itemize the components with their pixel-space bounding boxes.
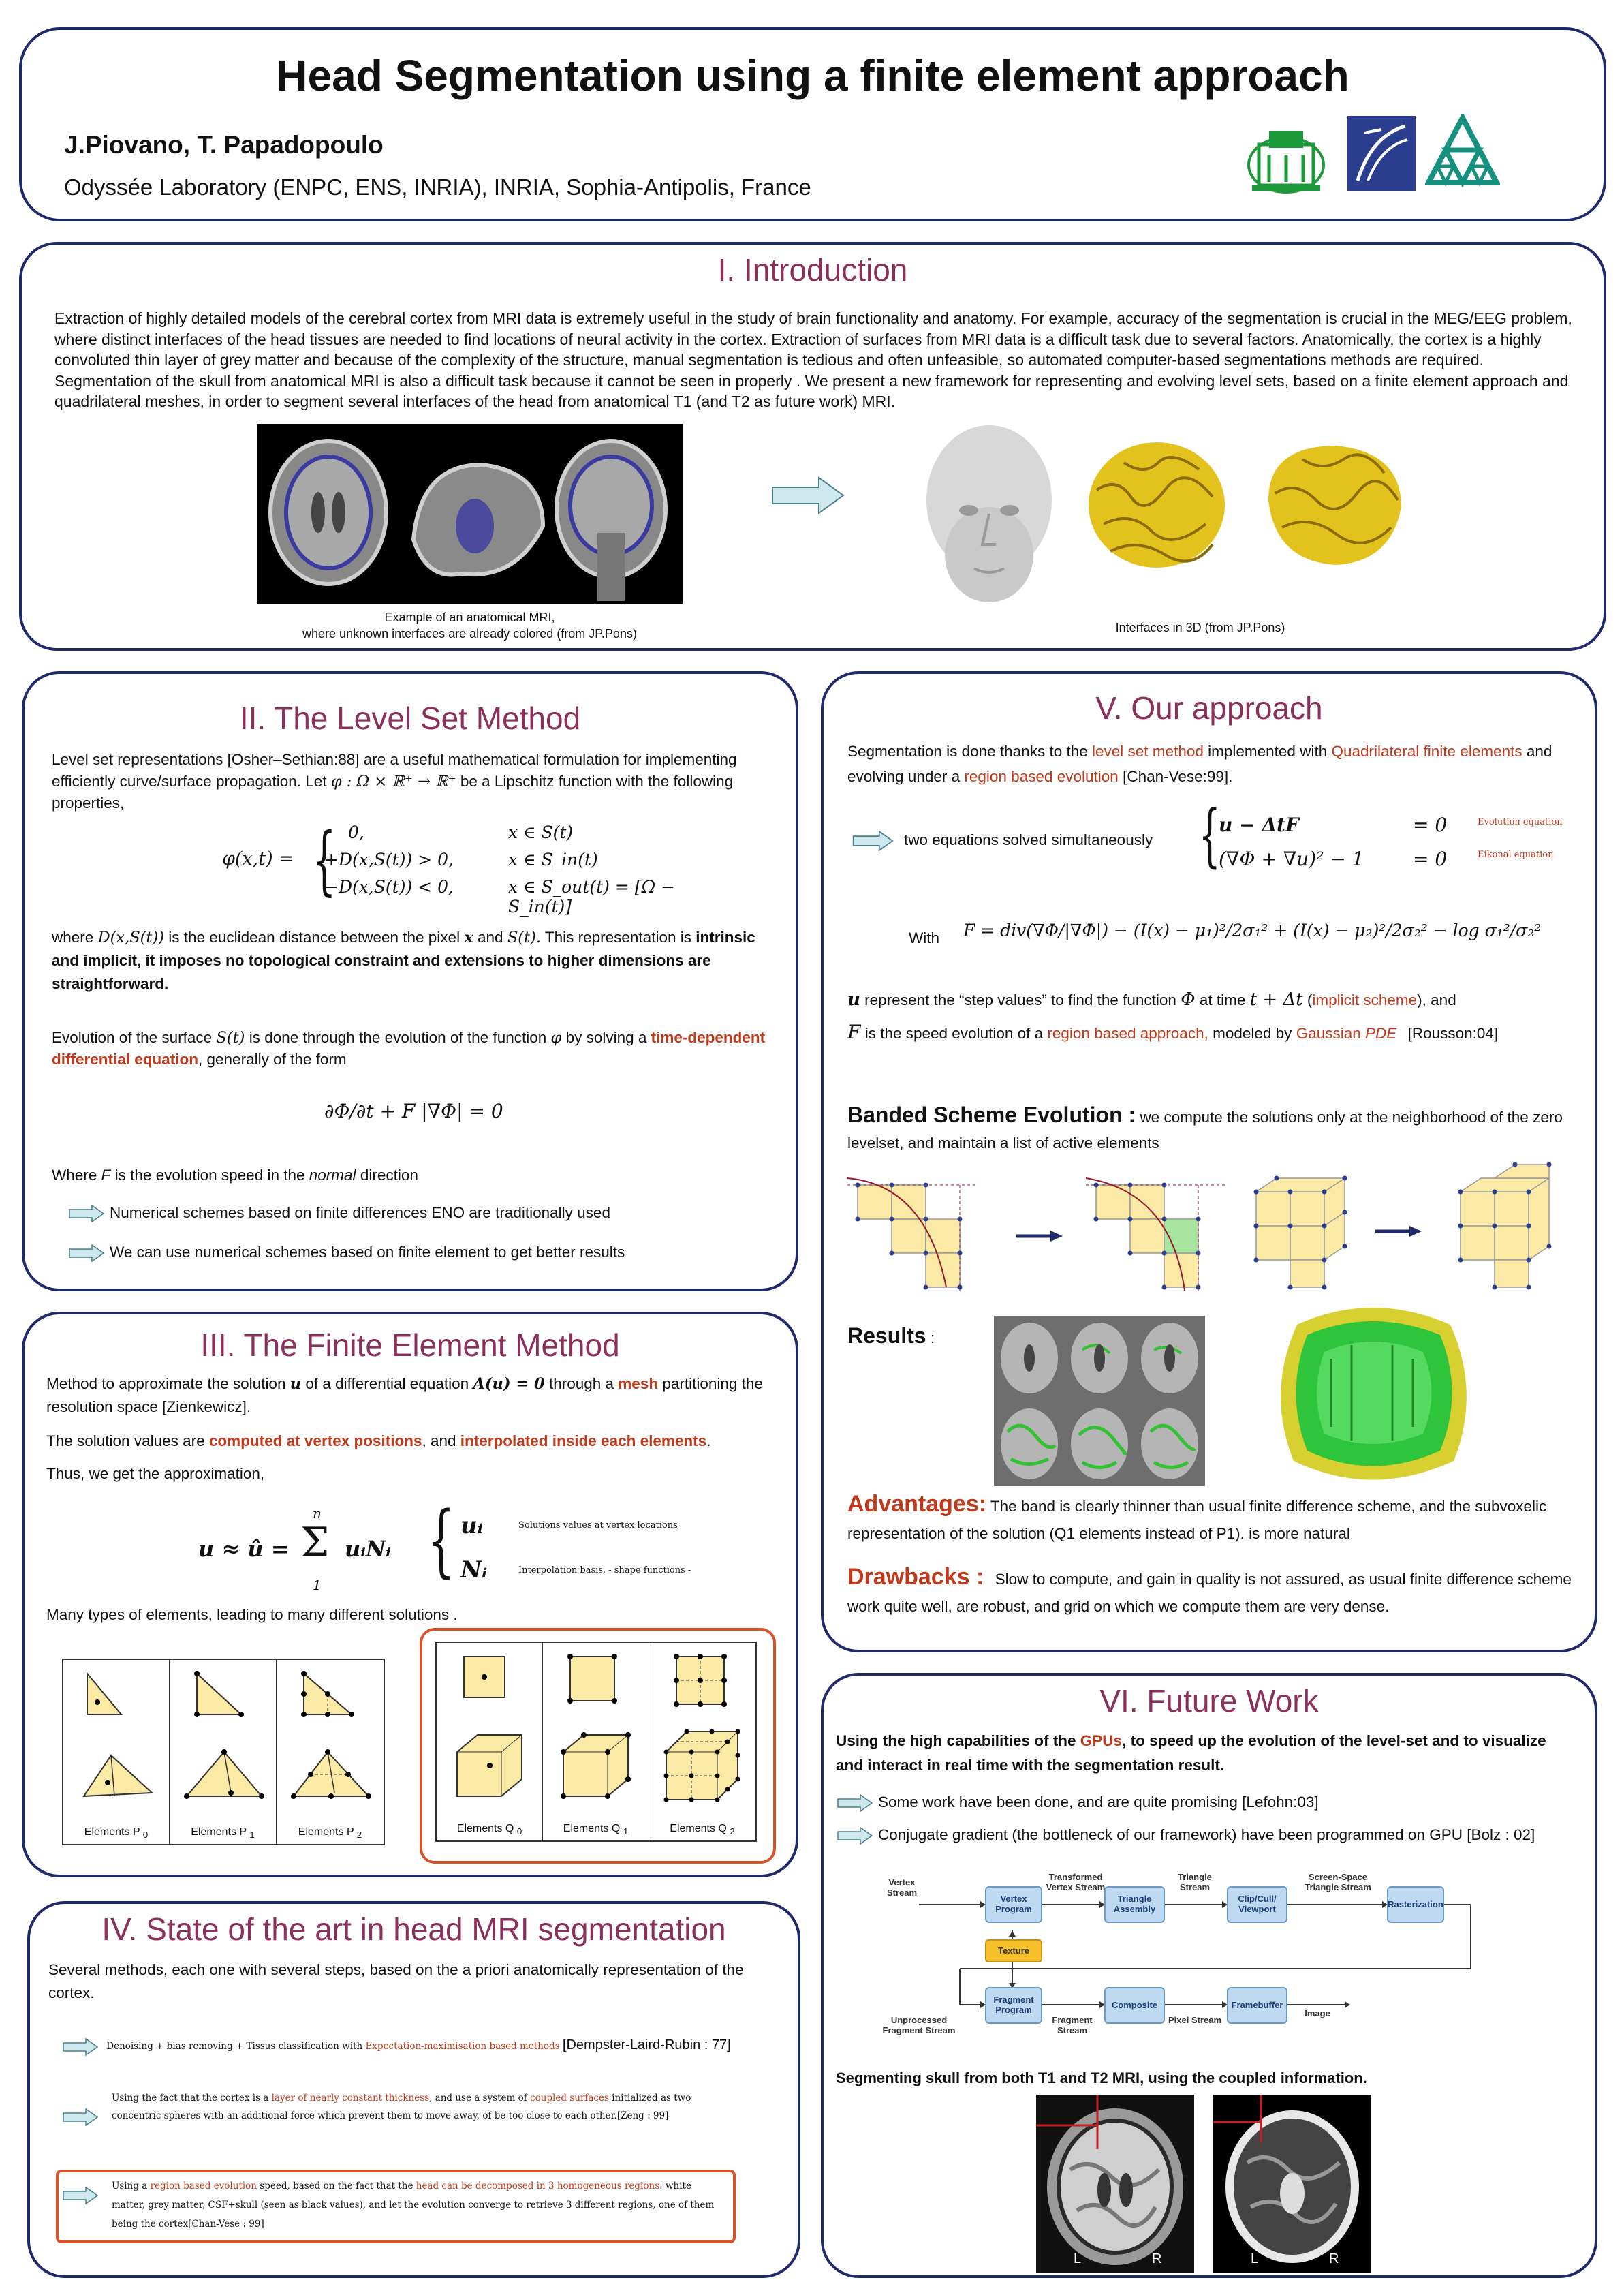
p1-label: Elements P $_1$ xyxy=(191,1826,255,1840)
approach-u-line-b: represent the “step values” to find the function xyxy=(864,991,1176,1008)
approach-f-line-c: modeled by xyxy=(1213,1025,1292,1042)
banded-arrow-icon-2 xyxy=(1375,1224,1423,1238)
fem-p2 xyxy=(46,1430,775,1452)
approach-p1d: [Chan-Vese:99]. xyxy=(1123,768,1233,785)
state-title: IV. State of the art in head MRI segmentation xyxy=(102,1911,726,1947)
q0-element-image xyxy=(437,1643,543,1813)
fem-p1a: Method to approximate the solution xyxy=(46,1375,286,1392)
future-p1a: Using the high capabilities of the xyxy=(836,1732,1076,1749)
pipeline-screen-space: Screen-Space Triangle Stream xyxy=(1305,1872,1371,1892)
state-b1a: Denoising + bias removing + Tissus classification with xyxy=(106,2041,363,2052)
approach-u-line-c: at time xyxy=(1199,991,1246,1008)
pipeline-fragment-stream: Fragment Stream xyxy=(1052,2015,1093,2035)
fem-ni: Nᵢ xyxy=(460,1556,488,1584)
banded-scheme-3d-after xyxy=(1447,1154,1563,1294)
fem-p2b: , and xyxy=(422,1432,456,1449)
fem-p1c: through a xyxy=(548,1375,614,1392)
q2-label: Elements Q $_2$ xyxy=(670,1822,735,1836)
approach-f-line-f: F xyxy=(847,1021,861,1043)
approach-panel xyxy=(821,671,1597,1652)
levelset-bullet-1 xyxy=(69,1202,777,1224)
levelset-p1-end: be a Lipschitz function with the following properties, xyxy=(52,773,734,812)
state-b1b: [Dempster-Laird-Rubin : 77] xyxy=(562,2037,731,2052)
state-b3-red1: region based evolution xyxy=(150,2181,257,2191)
inria-logo xyxy=(1347,116,1416,191)
approach-u-line-phi: Φ xyxy=(1181,989,1196,1010)
approach-p1a: Segmentation is done thanks to the xyxy=(847,743,1088,760)
state-b2a: Using the fact that the cortex is a xyxy=(112,2093,269,2104)
approach-p1b: implemented with xyxy=(1208,743,1328,760)
levelset-eq-case3-cond: x ∈ S_out(t) = [Ω − S_in(t)] xyxy=(508,877,676,917)
fem-p2a: The solution values are xyxy=(46,1432,205,1449)
levelset-p2a: where xyxy=(52,929,94,946)
approach-results-label: Results xyxy=(847,1323,926,1348)
approach-u-line-d: ( xyxy=(1307,991,1313,1008)
approach-u-line-red: implicit scheme xyxy=(1312,991,1418,1008)
levelset-eq-case2-cond: x ∈ S_in(t) xyxy=(508,850,598,869)
enpc-logo xyxy=(1245,117,1327,199)
levelset-eq-case3: −D(x,S(t)) < 0, xyxy=(324,877,454,897)
levelset-p3-m2: φ xyxy=(550,1029,562,1047)
fem-eq-sum-top: n xyxy=(313,1505,322,1522)
approach-u-line-e: ), and xyxy=(1417,991,1456,1008)
approach-eq1: u − ΔtF xyxy=(1219,814,1299,836)
pipeline-pixel-stream: Pixel Stream xyxy=(1168,2015,1222,2025)
fem-p1-m2: A(u) = 0 xyxy=(473,1375,545,1393)
q2-cell xyxy=(649,1643,755,1840)
state-p1: Several methods, each one with several steps, based on the a priori anatomically representation of the cortex. xyxy=(48,1961,744,2001)
approach-adv-title: Advantages: xyxy=(847,1491,987,1517)
q-elements-table xyxy=(435,1642,757,1842)
p2-cell xyxy=(277,1660,384,1844)
approach-two-eq xyxy=(847,829,1153,851)
results-3d-surface-image xyxy=(1270,1297,1478,1492)
approach-equations: { u − ΔtF = 0 Evolution equation (∇Φ + ∇u)² − 1 = 0 Eikonal equation xyxy=(1198,795,1563,875)
approach-eq2-rhs: = 0 xyxy=(1413,848,1448,870)
approach-draw-text: Slow to compute, and gain in quality is not assured, as usual finite difference scheme work quite well, are robust, and grid on which we compute them are very dense. xyxy=(847,1571,1572,1615)
approach-u-line-t: t + Δt xyxy=(1249,989,1303,1010)
approach-f-equation: F = div(∇Φ/|∇Φ|) − (I(x) − μ₁)²/2σ₁² + (I(x) − μ₂)²/2σ₂² − log σ₁²/σ₂² xyxy=(963,921,1542,940)
approach-u-line-u: u xyxy=(847,989,860,1010)
future-b1-text: Some work have been done, and are quite promising [Lefohn:03] xyxy=(878,1793,1319,1811)
affiliation: Odyssée Laboratory (ENPC, ENS, INRIA), INRIA, Sophia-Antipolis, France xyxy=(64,174,811,200)
bullet-arrow-icon xyxy=(63,2108,98,2126)
levelset-bullet-2-text: We can use numerical schemes based on finite element to get better results xyxy=(110,1244,625,1261)
banded-scheme-3d-before xyxy=(1243,1165,1358,1294)
future-bullet-2 xyxy=(837,1824,1587,1846)
bullet-arrow-icon xyxy=(69,1205,104,1222)
approach-advantages xyxy=(847,1490,1576,1547)
approach-results xyxy=(847,1325,935,1349)
state-bullet-2 xyxy=(112,2089,738,2125)
approach-eq1-rhs: = 0 xyxy=(1413,814,1448,836)
approach-f-line-red3: PDE xyxy=(1365,1025,1397,1042)
skull-t2-image xyxy=(1213,2095,1371,2273)
levelset-p2d: This representation is xyxy=(544,929,691,946)
pipeline-transformed: Transformed Vertex Stream xyxy=(1046,1872,1106,1892)
head-surface-image xyxy=(914,418,1064,613)
fem-ni-note: Interpolation basis, - shape functions - xyxy=(518,1565,691,1575)
fem-p2-red1: computed at vertex positions xyxy=(208,1432,422,1449)
levelset-eq-case1: 0, xyxy=(348,822,364,842)
mri-slices-image xyxy=(257,424,683,604)
levelset-bullet-1-text: Numerical schemes based on finite differences ENO are traditionally used xyxy=(110,1204,610,1221)
levelset-p2-m3: S(t). xyxy=(507,929,542,946)
levelset-p3 xyxy=(52,1027,774,1071)
future-bullet-1 xyxy=(837,1791,1580,1813)
approach-eq2-note: Eikonal equation xyxy=(1478,850,1554,860)
approach-f-line-b: is the speed evolution of a xyxy=(864,1025,1044,1042)
levelset-bullet-2 xyxy=(69,1242,777,1263)
fem-panel xyxy=(22,1312,798,1877)
q1-element-image xyxy=(543,1643,649,1813)
levelset-p1 xyxy=(52,749,774,814)
levelset-p4 xyxy=(52,1165,774,1186)
intro-body: Extraction of highly detailed models of the cerebral cortex from MRI data is extremely useful in the study of brain functionality and anatomy. For example, accuracy of the segmentation is crucial in the MEG/EEG problem, where distinct interfaces of the head tissues are needed to find locations of neural activity in the cortex. Extraction of surfaces from MRI data is a difficult task due to several factors. Anatomically, the cortex is a highly convoluted thin layer of grey matter and because of the complexity of the structure, manual segmentation is tedious and often unfeasible, so automated computer-based segmentations methods are required. Segmentation of the skull from anatomical MRI is also a difficult task because it cannot be seen in properly . We present a new framework for representing and evolving level sets, based on a finite element approach and quadrilateral meshes, in order to segment several interfaces of the head from anatomical T1 (and T2 as future work) MRI. xyxy=(54,309,1572,410)
pipeline-framebuffer: Framebuffer xyxy=(1231,2000,1283,2010)
state-b3-red2: head can be decomposed in 3 homogeneous regions xyxy=(416,2181,660,2191)
pipeline-unprocessed: Unprocessed Fragment Stream xyxy=(882,2015,956,2035)
q1-cell xyxy=(543,1643,649,1840)
levelset-p3b: is done through the evolution of the function xyxy=(249,1029,547,1046)
authors: J.Piovano, T. Papadopoulo xyxy=(64,131,384,159)
approach-drawbacks xyxy=(847,1563,1576,1620)
levelset-p1-text: Level set representations [Osher–Sethian:88] are a useful mathematical formulation for implementing efficiently curve/surface propagation. Let xyxy=(52,751,737,790)
levelset-p2-m2: x xyxy=(464,929,473,946)
levelset-equation: φ(x,t) = { 0, x ∈ S(t) +D(x,S(t)) > 0, x ∈ S_in(t) −D(x,S(t)) < 0, x ∈ S_out(t) = [Ω − S_in(t)] xyxy=(222,822,713,904)
banded-scheme-2d-before xyxy=(844,1171,980,1297)
bullet-arrow-icon xyxy=(837,1794,873,1812)
future-p1 xyxy=(836,1729,1572,1778)
pipeline-triangle-assembly: Triangle Assembly xyxy=(1113,1894,1156,1914)
approach-two-eq-text: two equations solved simultaneously xyxy=(904,831,1153,848)
skull-t2-right-marker: R xyxy=(1329,2251,1339,2266)
levelset-p3a: Evolution of the surface xyxy=(52,1029,213,1046)
future-panel xyxy=(821,1673,1597,2278)
pipeline-vertex-program: Vertex Program xyxy=(995,1894,1032,1914)
p1-element-image xyxy=(170,1660,276,1817)
levelset-p3d: , generally of the form xyxy=(198,1051,347,1068)
fem-title: III. The Finite Element Method xyxy=(200,1327,620,1363)
p0-element-image xyxy=(63,1660,170,1817)
levelset-p4-n: normal xyxy=(309,1167,356,1184)
approach-u-line xyxy=(847,989,1576,1011)
state-b2c: initialized as two concentric spheres with an additional force which prevent them to move away, of be too close to each other.[Zeng : 99] xyxy=(112,2093,691,2121)
levelset-eq-lhs: φ(x,t) = xyxy=(222,848,294,869)
p0-label: Elements P $_0$ xyxy=(84,1826,149,1840)
approach-banded xyxy=(847,1102,1576,1156)
fem-ui-note: Solutions values at vertex locations xyxy=(518,1520,678,1530)
future-title: VI. Future Work xyxy=(1099,1683,1319,1719)
fem-equation: u ≈ û = n Σ 1 uᵢNᵢ { uᵢ Solutions values at vertex locations Nᵢ Interpolation basis, - shape functions - xyxy=(198,1495,691,1593)
q2-element-image xyxy=(649,1643,755,1813)
p0-cell xyxy=(63,1660,170,1844)
p-elements-table xyxy=(62,1659,385,1845)
bullet-arrow-icon xyxy=(837,1827,873,1845)
state-bullet-3 xyxy=(112,2176,725,2234)
intro-title: I. Introduction xyxy=(717,252,908,288)
p1-cell xyxy=(170,1660,277,1844)
approach-p1-red2: Quadrilateral finite elements xyxy=(1331,743,1522,760)
fem-p1b: of a differential equation xyxy=(305,1375,469,1392)
approach-p1c: and evolving under a xyxy=(847,743,1552,785)
skull-t1-right-marker: R xyxy=(1152,2251,1162,2266)
approach-p1-red1: level set method xyxy=(1092,743,1204,760)
approach-f-line-d: [Rousson:04] xyxy=(1407,1025,1499,1042)
fem-eq-sum-bot: 1 xyxy=(313,1577,322,1593)
approach-p1-red3: region based evolution xyxy=(964,768,1119,785)
approach-title: V. Our approach xyxy=(1095,690,1323,726)
pipeline-texture: Texture xyxy=(998,1945,1029,1956)
fem-p3: Thus, we get the approximation, xyxy=(46,1465,265,1482)
bullet-arrow-icon xyxy=(63,2187,98,2204)
approach-p1 xyxy=(847,739,1576,789)
poster-title: Head Segmentation using a finite element approach xyxy=(276,51,1349,100)
levelset-p3-m1: S(t) xyxy=(216,1029,245,1047)
levelset-p2b: is the euclidean distance between the pixel xyxy=(168,929,460,946)
intro-panel xyxy=(19,242,1606,651)
skull-t2-left-marker: L xyxy=(1251,2251,1259,2266)
levelset-eq2: ∂Φ/∂t + F |∇Φ| = 0 xyxy=(324,1100,503,1122)
q1-label: Elements Q $_1$ xyxy=(563,1822,629,1836)
cortex-surface-image-2 xyxy=(1255,432,1411,575)
fem-p1 xyxy=(46,1372,775,1419)
approach-with: With xyxy=(909,929,939,946)
fem-p2-red2: interpolated inside each elements xyxy=(460,1432,707,1449)
levelset-p2-bold: intrinsic and implicit, it imposes no topological constraint and extensions to higher dimensions are straightforward. xyxy=(52,929,755,992)
gpu-pipeline-diagram xyxy=(878,1872,1559,2056)
intro-caption-right: Interfaces in 3D (from JP.Pons) xyxy=(1115,621,1285,634)
levelset-panel xyxy=(22,671,798,1291)
sierpinski-logo xyxy=(1425,114,1500,189)
intro-caption-left-line2: where unknown interfaces are already colored (from JP.Pons) xyxy=(302,627,637,641)
p2-element-image xyxy=(277,1660,383,1817)
approach-f-line-red2: Gaussian xyxy=(1296,1025,1361,1042)
bullet-arrow-icon xyxy=(63,2038,98,2056)
approach-banded-title: Banded Scheme Evolution : xyxy=(847,1103,1136,1127)
future-b2-text: Conjugate gradient (the bottleneck of our framework) have been programmed on GPU [Bolz : 02] xyxy=(878,1826,1535,1843)
approach-draw-title: Drawbacks : xyxy=(847,1564,984,1590)
q0-label: Elements Q $_0$ xyxy=(456,1822,522,1836)
levelset-p3-red: time-dependent differential equation xyxy=(52,1029,766,1068)
fem-p4: Many types of elements, leading to many different solutions . xyxy=(46,1606,458,1623)
q0-cell xyxy=(437,1643,543,1840)
p2-label: Elements P $_2$ xyxy=(298,1826,362,1840)
approach-f-line xyxy=(847,1021,1576,1045)
intro-arrow-icon xyxy=(771,475,846,516)
future-p1b: , to speed up the evolution of the level-set and to visualize and interact in real time with the segmentation result. xyxy=(836,1732,1546,1774)
levelset-p4c: direction xyxy=(360,1167,418,1184)
state-panel xyxy=(27,1901,800,2278)
pipeline-clip: Clip/Cull/ Viewport xyxy=(1238,1894,1277,1914)
bullet-arrow-icon xyxy=(847,831,899,851)
levelset-title: II. The Level Set Method xyxy=(239,700,581,736)
intro-caption-left xyxy=(257,609,683,642)
levelset-p4-f: F xyxy=(101,1167,111,1184)
state-b3a: Using a xyxy=(112,2181,148,2191)
bullet-arrow-icon xyxy=(69,1244,104,1262)
levelset-p2c: and xyxy=(478,929,503,946)
header-panel xyxy=(19,27,1606,221)
state-b2b: , and use a system of xyxy=(429,2093,527,2104)
skull-t1-left-marker: L xyxy=(1074,2251,1082,2266)
skull-t1-image xyxy=(1036,2095,1194,2273)
fem-p1d: partitioning the resolution space [Zienkewicz]. xyxy=(46,1375,763,1415)
approach-results-colon: : xyxy=(930,1329,935,1346)
state-b3b: speed, based on the fact that the xyxy=(260,2181,413,2191)
levelset-eq-case1-cond: x ∈ S(t) xyxy=(508,822,574,842)
pipeline-triangle-stream: Triangle Stream xyxy=(1178,1872,1212,1892)
pipeline-rasterization: Rasterization xyxy=(1388,1899,1443,1909)
approach-eq1-note: Evolution equation xyxy=(1478,817,1563,827)
state-b2-red1: layer of nearly constant thickness xyxy=(271,2093,430,2104)
levelset-p1-math: φ : Ω × ℝ⁺ → ℝ⁺ xyxy=(330,773,456,790)
intro-caption-left-line1: Example of an anatomical MRI, xyxy=(384,611,555,624)
state-b2-red2: coupled surfaces xyxy=(530,2093,609,2104)
future-p1-red: GPUs xyxy=(1080,1732,1123,1749)
pipeline-vertex-stream: Vertex Stream xyxy=(886,1877,918,1898)
state-bullet-1 xyxy=(63,2037,785,2056)
fem-p1-m1: u xyxy=(290,1375,302,1393)
levelset-p2 xyxy=(52,926,774,996)
state-b3c: : white matter, grey matter, CSF+skull (seen as black values), and let the evolution converge to retrieve 3 different regions, one of them being the cortex[Chan-Vese : 99] xyxy=(112,2181,715,2230)
pipeline-image: Image xyxy=(1305,2008,1330,2018)
levelset-eq-case2: +D(x,S(t)) > 0, xyxy=(324,850,454,869)
banded-arrow-icon-1 xyxy=(1016,1229,1064,1243)
future-skull-caption: Segmenting skull from both T1 and T2 MRI, using the coupled information. xyxy=(836,2069,1367,2086)
fem-ui: uᵢ xyxy=(460,1512,483,1539)
cortex-surface-image-1 xyxy=(1083,435,1230,575)
approach-eq2: (∇Φ + ∇u)² − 1 xyxy=(1219,848,1364,870)
approach-banded-text: we compute the solutions only at the neighborhood of the zero levelset, and maintain a list of active elements xyxy=(847,1109,1563,1152)
approach-adv-text: The band is clearly thinner than usual finite difference scheme, and the subvoxelic representation of the solution (Q1 elements instead of P1). is more natural xyxy=(847,1498,1547,1542)
fem-p1-red: mesh xyxy=(618,1375,659,1392)
fem-p2c: . xyxy=(706,1432,711,1449)
levelset-p4a: Where xyxy=(52,1167,97,1184)
levelset-p4b: is the evolution speed in the xyxy=(114,1167,305,1184)
banded-scheme-2d-after xyxy=(1082,1171,1232,1297)
levelset-p3c: by solving a xyxy=(565,1029,647,1046)
results-mri-slices-image xyxy=(994,1316,1205,1486)
levelset-p2-m1: D(x,S(t)) xyxy=(97,929,165,946)
pipeline-fragment-program: Fragment Program xyxy=(993,1994,1034,2015)
approach-f-line-red1: region based approach, xyxy=(1047,1025,1208,1042)
state-b1-red: Expectation-maximisation based methods xyxy=(365,2041,560,2052)
pipeline-composite: Composite xyxy=(1111,2000,1158,2010)
